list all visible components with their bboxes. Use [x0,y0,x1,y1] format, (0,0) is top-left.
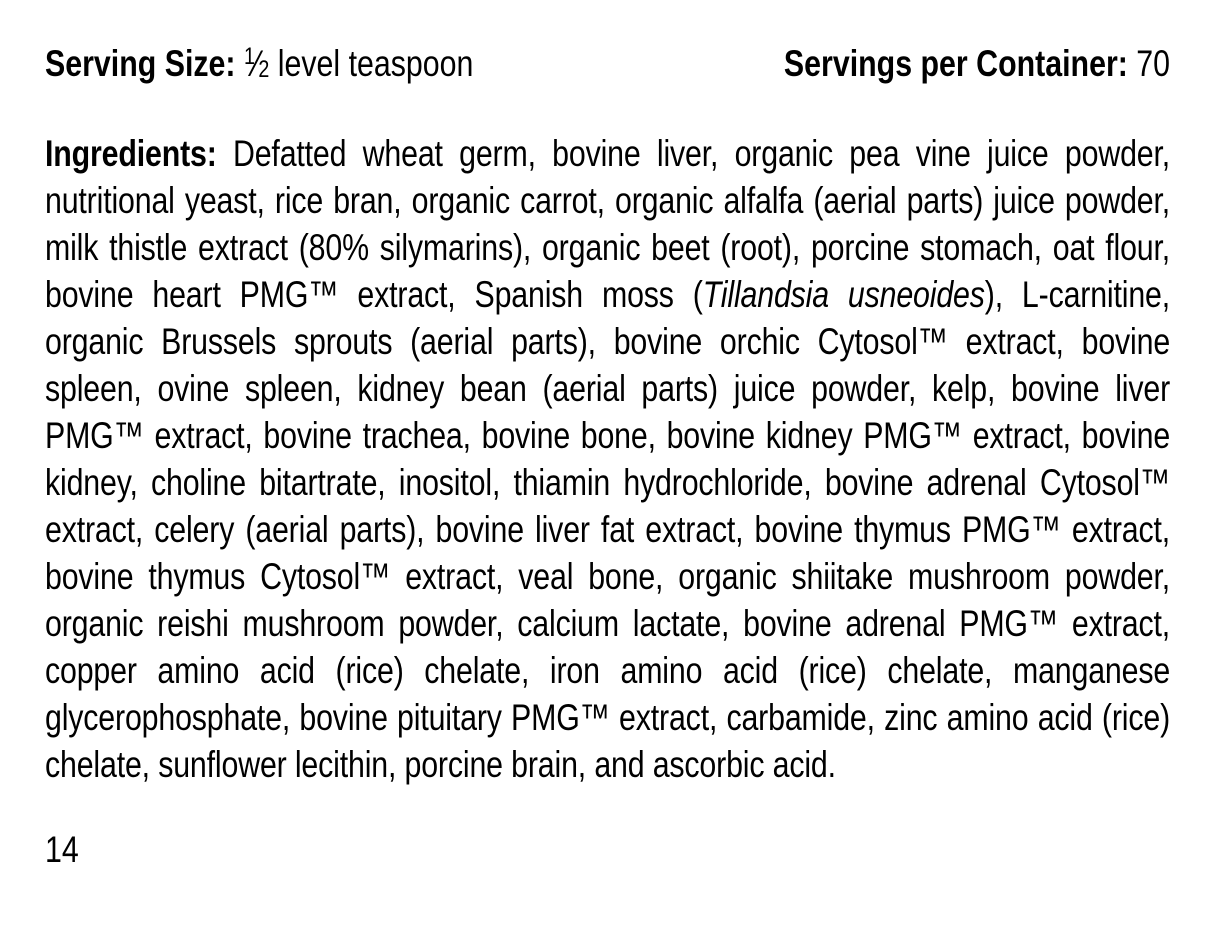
text-segment-bold: Ingredients: [45,133,217,174]
serving-info-row [45,40,1170,92]
serving-size [45,40,473,92]
serving-size-label: Serving Size: [45,43,236,84]
serving-size-fraction-denominator: 2 [258,56,270,83]
serving-size-unit: level teaspoon [277,43,474,84]
serving-size-fraction-slash: ⁄ [254,43,260,84]
page-number: 14 [45,829,79,870]
serving-size-fraction-numerator: 1 [243,43,255,70]
ingredients-paragraph [45,130,1170,788]
servings-per-container-value: 70 [1136,43,1171,84]
servings-per-container [784,40,1170,87]
servings-per-container-label: Servings per Container: [783,43,1128,84]
text-segment-normal: ), L-carnitine, organic Brussels sprouts (aerial parts), bovine orchic Cytosol™ extract, bovine spleen, ovine spleen, kidney bean (aerial parts) juice powder, kelp, bovine liver PMG™ extract, bovine trachea, bovine bone, bovine kidney PMG™ extract, bovine kidney, choline bitartrate, inositol, thiamin hydrochloride, bovine adrenal Cytosol™ extract, celery (aerial parts), bovine liver fat extract, bovine thymus PMG™ extract, bovine thymus Cytosol™ extract, veal bone, organic shiitake mushroom powder, organic reishi mushroom powder, calcium lactate, bovine adrenal PMG™ extract, copper amino acid (rice) chelate, iron amino acid (rice) chelate, manganese glycerophosphate, bovine pituitary PMG™ extract, carbamide, zinc amino acid (rice) chelate, sunflower lecithin, porcine brain, and ascorbic acid. [45,274,1171,785]
content-area [45,40,1170,873]
text-segment-normal: Defatted wheat germ, bovine liver, organic pea vine juice powder, nutritional yeast, rice bran, organic carrot, organic alfalfa (aerial parts) juice powder, milk thistle extract (80% silymarins), organic beet (root), porcine stomach, oat flour, bovine heart PMG™ extract, Spanish moss ( [45,133,1171,315]
text-segment-italic: Tillandsia usneoides [702,274,985,315]
